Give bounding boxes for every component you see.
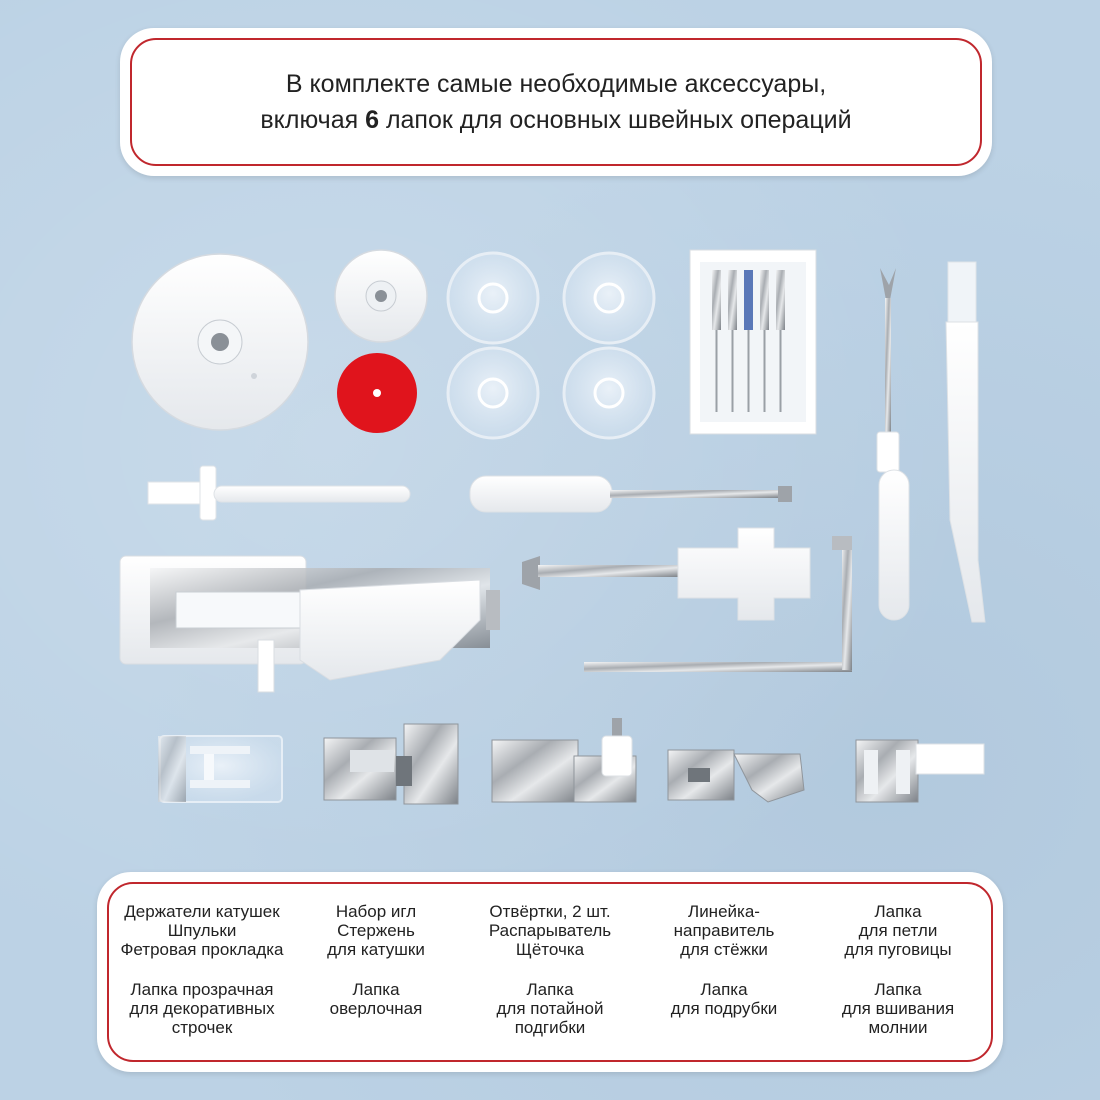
legend-banner xyxy=(97,872,1003,1072)
spool-holder-small-icon xyxy=(335,250,427,342)
headline-line-2-suffix: лапок для основных швейных операций xyxy=(379,106,852,134)
legend-item-overlock-foot: Лапка оверлочная xyxy=(329,980,423,1018)
seam-ripper-icon xyxy=(877,268,909,620)
spool-pin-icon xyxy=(148,466,410,520)
transparent-foot-icon xyxy=(158,736,282,802)
headline-line-2 xyxy=(120,102,992,138)
legend-item-buttonhole-foot: Лапка для петли для пуговицы xyxy=(844,902,952,959)
legend-grid xyxy=(115,898,985,1054)
lint-brush-icon xyxy=(946,262,985,622)
bobbin-icon xyxy=(448,253,654,438)
buttonhole-foot-icon xyxy=(120,556,500,692)
legend-item-transparent-foot: Лапка прозрачная для декоративных строчек xyxy=(129,980,275,1037)
headline-line-2-prefix: включая xyxy=(260,106,366,134)
hemmer-foot-icon xyxy=(668,750,804,802)
legend-item-hemmer-foot: Лапка для подрубки xyxy=(670,980,778,1018)
needle-set-icon xyxy=(690,250,816,434)
headline-line-1: В комплекте самые необходимые аксессуары, xyxy=(285,70,827,98)
blind-hem-foot-icon xyxy=(492,718,636,802)
headline-count: 6 xyxy=(365,106,379,134)
screwdriver-large-icon xyxy=(522,528,810,620)
felt-pad-icon xyxy=(337,353,417,433)
screwdriver-small-icon xyxy=(470,476,792,512)
headline-banner xyxy=(120,28,992,176)
spool-holder-large-icon xyxy=(132,254,308,430)
legend-item-blind-hem-foot: Лапка для потайной подгибки xyxy=(496,980,604,1037)
legend-item-seam-guide: Линейка- направитель для стёжки xyxy=(673,902,775,959)
legend-item-screwdrivers: Отвёртки, 2 шт. Распарыватель Щёточка xyxy=(488,902,612,959)
headline-text xyxy=(120,66,992,138)
zipper-foot-icon xyxy=(856,740,984,802)
legend-item-spool-holders: Держатели катушек Шпульки Фетровая прокладка xyxy=(120,902,284,959)
legend-item-zipper-foot: Лапка для вшивания молнии xyxy=(841,980,955,1037)
legend-item-needles: Набор игл Стержень для катушки xyxy=(327,902,425,959)
overlock-foot-icon xyxy=(324,724,458,804)
